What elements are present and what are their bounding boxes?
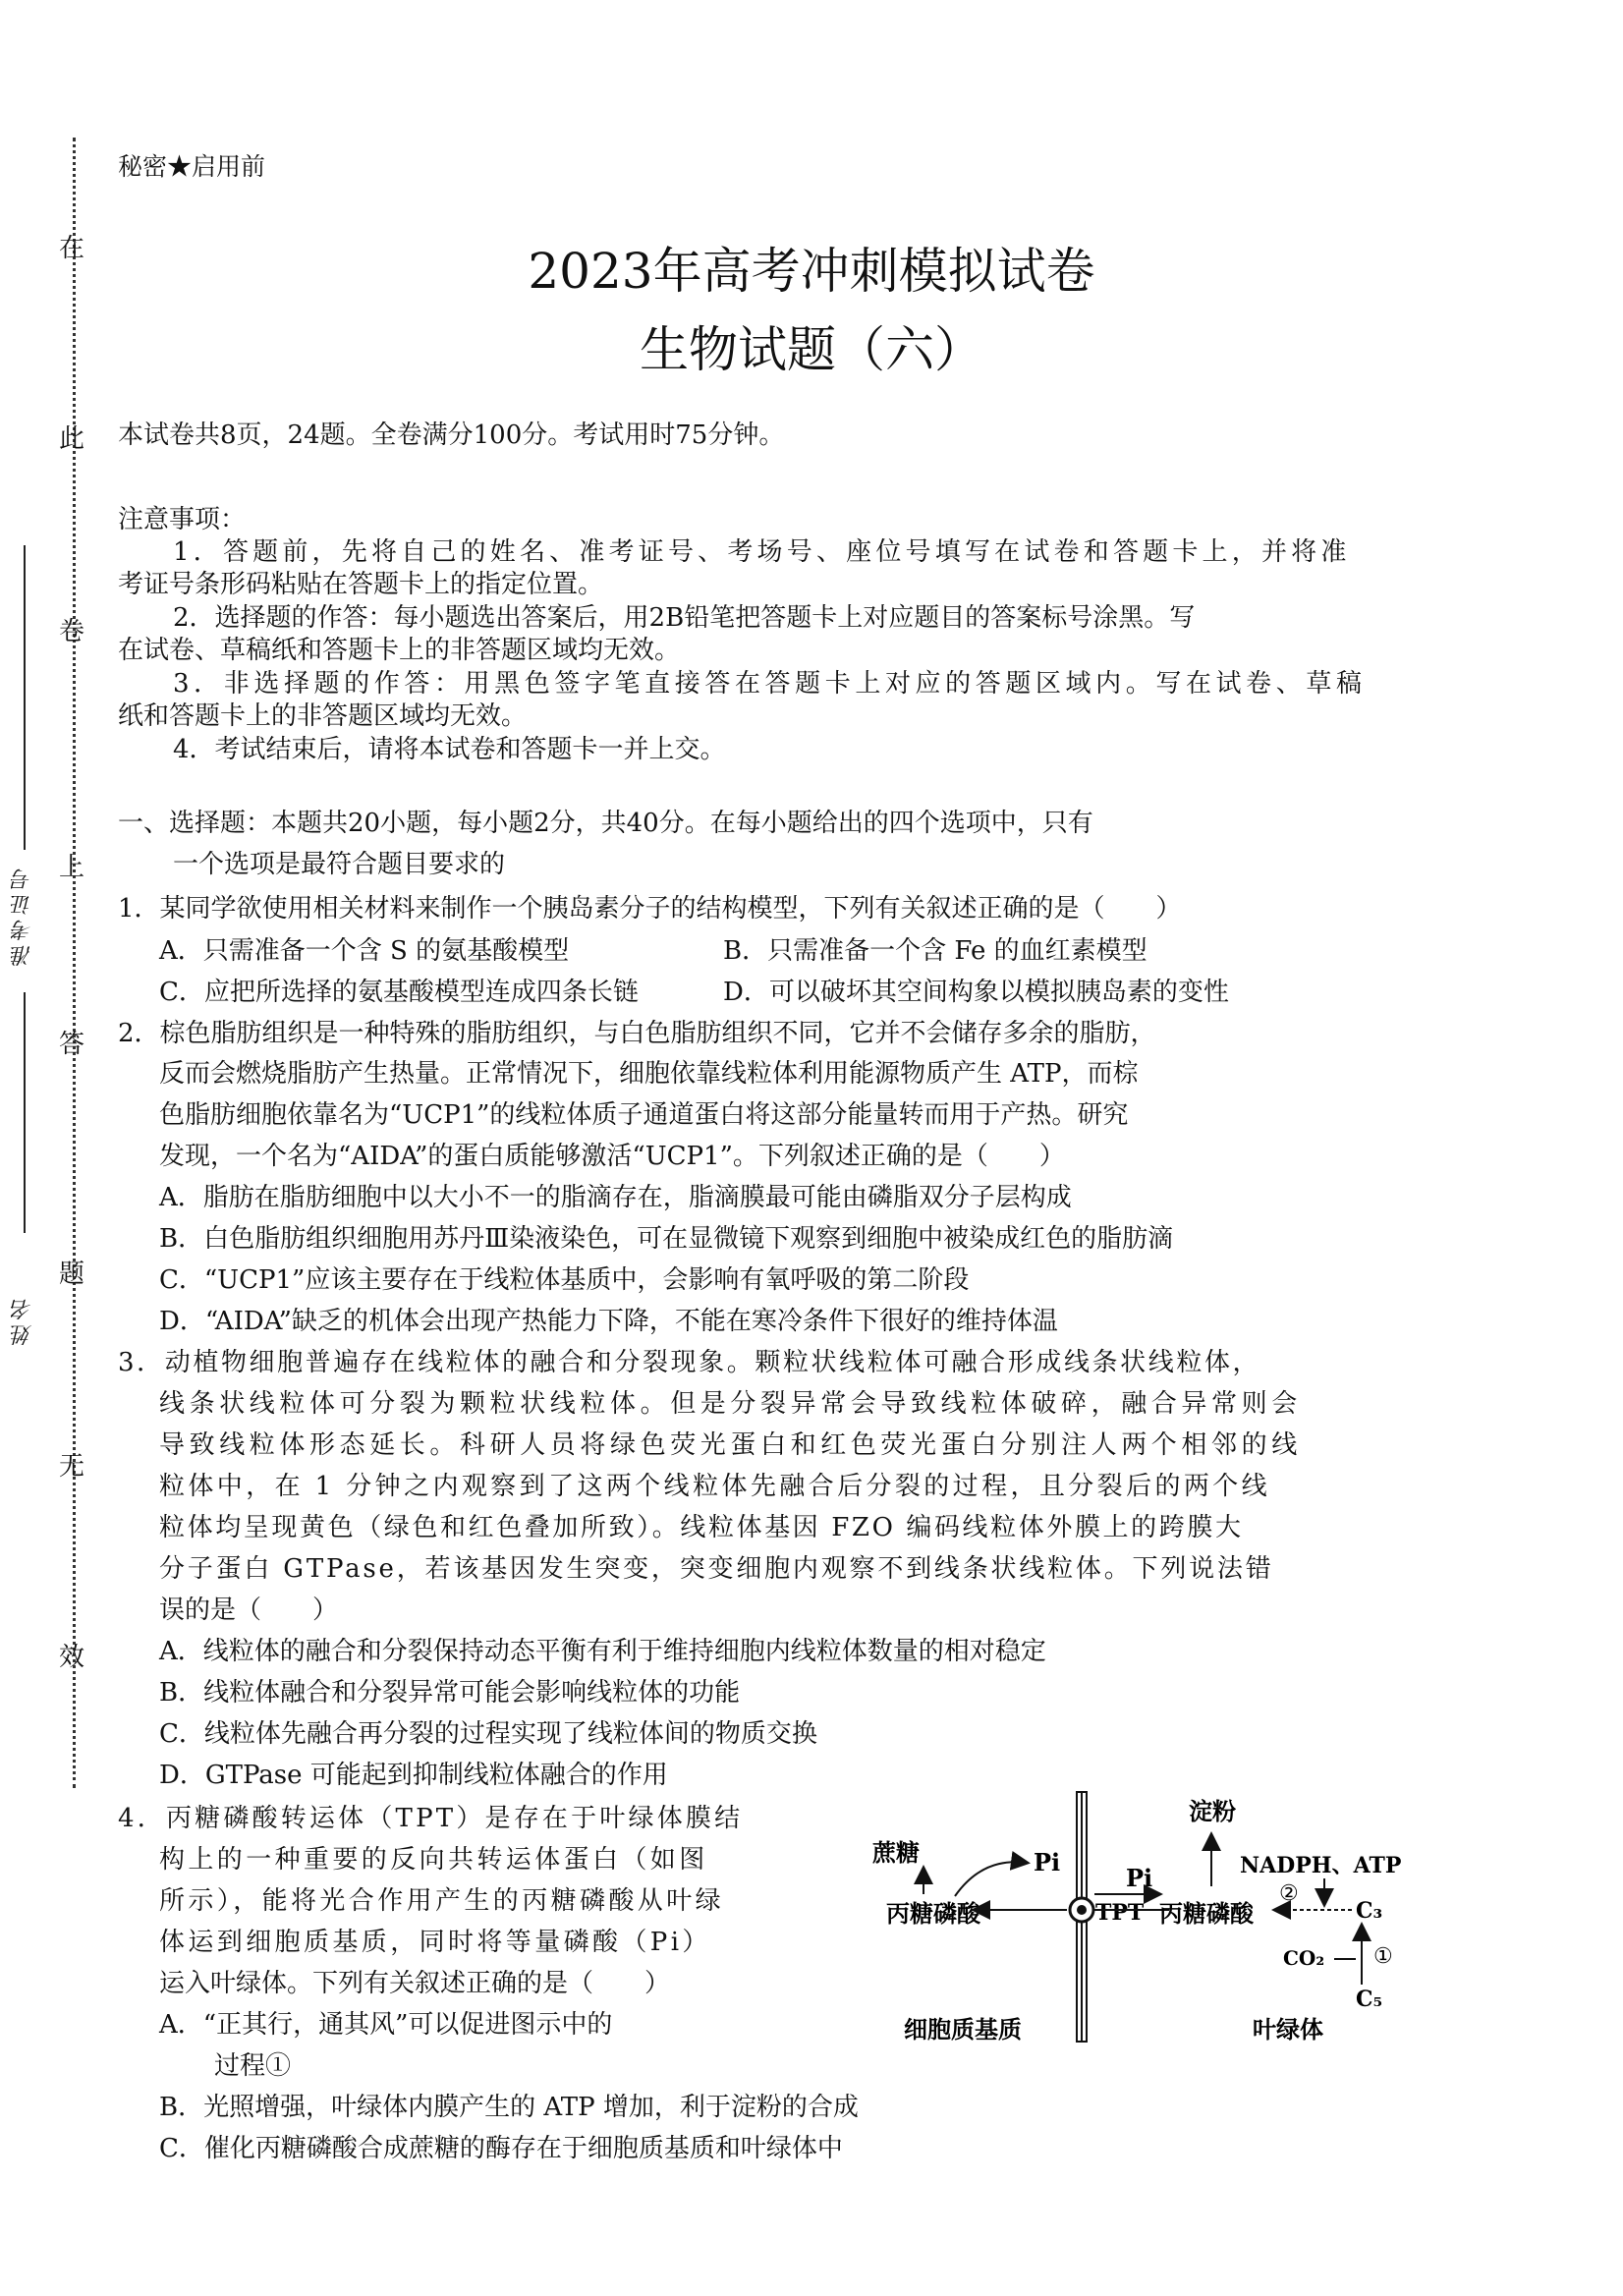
notice-line: 在试卷、草稿纸和答题卡上的非答题区域均无效。 xyxy=(118,636,681,665)
label-c5: C₅ xyxy=(1356,1987,1383,2012)
q4-option-a-cont: 过程① xyxy=(214,2051,292,2081)
label-nadph-atp: NADPH、ATP xyxy=(1240,1853,1402,1878)
q4-option-c[interactable]: C．催化丙糖磷酸合成蔗糖的酶存在于细胞质基质和叶绿体中 xyxy=(159,2134,843,2163)
q4-option-b[interactable]: B．光照增强，叶绿体内膜产生的 ATP 增加，利于淀粉的合成 xyxy=(159,2093,859,2122)
notice-title: 注意事项： xyxy=(118,505,247,534)
question-3-stem: 线条状线粒体可分裂为颗粒状线粒体。但是分裂异常会导致线粒体破碎，融合异常则会 xyxy=(159,1389,1302,1419)
label-co2: CO₂ xyxy=(1283,1946,1325,1970)
margin-char: 无 xyxy=(59,1452,85,1482)
q2-option-c[interactable]: C．“UCP1”应该主要存在于线粒体基质中，会影响有氧呼吸的第二阶段 xyxy=(159,1265,970,1295)
label-step2: ② xyxy=(1279,1881,1299,1906)
exam-id-write-line-lower[interactable] xyxy=(24,992,26,1233)
notice-line: 4．考试结束后，请将本试卷和答题卡一并上交。 xyxy=(173,735,726,764)
q1-option-d[interactable]: D．可以破坏其空间构象以模拟胰岛素的变性 xyxy=(723,978,1229,1007)
notice-line: 2．选择题的作答：每小题选出答案后，用2B铅笔把答题卡上对应题目的答案标号涂黑。写 xyxy=(173,603,1196,633)
q2-option-d[interactable]: D．“AIDA”缺乏的机体会出现产热能力下降，不能在寒冷条件下很好的维持体温 xyxy=(159,1307,1058,1336)
secret-label: 秘密★启用前 xyxy=(118,152,266,181)
intro-text: 本试卷共8页，24题。全卷满分100分。考试用时75分钟。 xyxy=(118,420,785,450)
label-cytoplasm: 细胞质基质 xyxy=(904,2015,1022,2044)
tpt-diagram xyxy=(865,1788,1444,2053)
section-heading: 一、选择题：本题共20小题，每小题2分，共40分。在每小题给出的四个选项中，只有 xyxy=(118,809,1093,838)
question-2-stem: 色脂肪细胞依靠名为“UCP1”的线粒体质子通道蛋白将这部分能量转而用于产热。研究 xyxy=(159,1100,1129,1130)
q3-option-b[interactable]: B．线粒体融合和分裂异常可能会影响线粒体的功能 xyxy=(159,1678,741,1708)
label-triose-right: 丙糖磷酸 xyxy=(1159,1899,1254,1928)
question-2-stem: 2．棕色脂肪组织是一种特殊的脂肪组织，与白色脂肪组织不同，它并不会储存多余的脂肪， xyxy=(118,1019,1156,1048)
q3-option-a[interactable]: A．线粒体的融合和分裂保持动态平衡有利于维持细胞内线粒体数量的相对稳定 xyxy=(159,1637,1046,1666)
margin-char: 答 xyxy=(59,1030,85,1059)
question-2-stem: 反而会燃烧脂肪产生热量。正常情况下，细胞依靠线粒体利用能源物质产生 ATP，而棕 xyxy=(159,1059,1139,1089)
q2-option-b[interactable]: B．白色脂肪组织细胞用苏丹Ⅲ染液染色，可在显微镜下观察到细胞中被染成红色的脂肪滴 xyxy=(159,1224,1174,1254)
question-3-stem: 导致线粒体形态延长。科研人员将绿色荧光蛋白和红色荧光蛋白分别注人两个相邻的线 xyxy=(159,1430,1302,1460)
question-4-stem: 运入叶绿体。下列有关叙述正确的是（ ） xyxy=(159,1969,671,1998)
margin-char: 在 xyxy=(59,234,85,263)
margin-char: 此 xyxy=(59,424,85,454)
section-heading-cont: 一个选项是最符合题目要求的 xyxy=(173,850,506,879)
q4-option-a[interactable]: A．“正其行，通其风”可以促进图示中的 xyxy=(159,2010,613,2040)
question-4-stem: 4．丙糖磷酸转运体（TPT）是存在于叶绿体膜结 xyxy=(118,1804,744,1833)
q1-option-c[interactable]: C．应把所选择的氨基酸模型连成四条长链 xyxy=(159,978,639,1007)
notice-line: 1．答题前，先将自己的姓名、准考证号、考场号、座位号填写在试卷和答题卡上，并将准 xyxy=(173,537,1351,567)
notice-line: 考证号条形码粘贴在答题卡上的指定位置。 xyxy=(118,570,604,599)
label-c3: C₃ xyxy=(1356,1898,1383,1924)
q3-option-c[interactable]: C．线粒体先融合再分裂的过程实现了线粒体间的物质交换 xyxy=(159,1719,817,1749)
q1-option-b[interactable]: B．只需准备一个含 Fe 的血红素模型 xyxy=(723,936,1147,966)
exam-id-write-line[interactable] xyxy=(24,545,26,850)
label-tpt: TPT xyxy=(1095,1900,1145,1926)
question-2-stem: 发现，一个名为“AIDA”的蛋白质能够激活“UCP1”。下列叙述正确的是（ ） xyxy=(159,1142,1065,1171)
question-4-stem: 体运到细胞质基质，同时将等量磷酸（Pi） xyxy=(159,1928,711,1957)
question-3-stem: 误的是（ ） xyxy=(159,1596,339,1625)
label-triose-left: 丙糖磷酸 xyxy=(886,1899,980,1928)
question-3-stem: 3．动植物细胞普遍存在线粒体的融合和分裂现象。颗粒状线粒体可融合形成线条状线粒体， xyxy=(118,1348,1261,1377)
question-3-stem: 粒体均呈现黄色（绿色和红色叠加所致）。线粒体基因 FZO 编码线粒体外膜上的跨膜大 xyxy=(159,1513,1244,1542)
q2-option-a[interactable]: A．脂肪在脂肪细胞中以大小不一的脂滴存在，脂滴膜最可能由磷脂双分子层构成 xyxy=(159,1183,1072,1212)
label-starch: 淀粉 xyxy=(1189,1797,1236,1825)
question-3-stem: 粒体中，在 1 分钟之内观察到了这两个线粒体先融合后分裂的过程，且分裂后的两个线 xyxy=(159,1472,1271,1501)
q1-option-a[interactable]: A．只需准备一个含 S 的氨基酸模型 xyxy=(159,936,570,966)
notice-line: 3．非选择题的作答：用黑色签字笔直接答在答题卡上对应的答题区域内。写在试卷、草稿 xyxy=(173,669,1367,699)
label-step1: ① xyxy=(1373,1944,1393,1969)
margin-char: 题 xyxy=(59,1260,85,1289)
question-3-stem: 分子蛋白 GTPase，若该基因发生突变，突变细胞内观察不到线条状线粒体。下列说法错 xyxy=(159,1554,1274,1584)
margin-char: 上 xyxy=(59,853,85,882)
margin-char: 卷 xyxy=(59,617,85,646)
name-label: 姓名 xyxy=(11,1295,35,1346)
notice-line: 纸和答题卡上的非答题区域均无效。 xyxy=(118,701,528,731)
binding-dotted-line xyxy=(73,138,76,1788)
margin-char: 效 xyxy=(59,1643,85,1672)
page-subtitle: 生物试题（六） xyxy=(640,321,983,378)
label-chloroplast: 叶绿体 xyxy=(1253,2015,1323,2044)
q3-option-d[interactable]: D．GTPase 可能起到抑制线粒体融合的作用 xyxy=(159,1761,668,1790)
exam-id-label: 准考证号 xyxy=(11,865,35,967)
label-sucrose: 蔗糖 xyxy=(872,1838,920,1867)
label-pi-right: Pi xyxy=(1126,1864,1153,1892)
question-1-stem: 1．某同学欲使用相关材料来制作一个胰岛素分子的结构模型，下列有关叙述正确的是（ ） xyxy=(118,894,1182,924)
label-pi-left: Pi xyxy=(1034,1848,1061,1876)
page-title: 2023年高考冲刺模拟试卷 xyxy=(528,243,1095,300)
question-4-stem: 所示），能将光合作用产生的丙糖磷酸从叶绿 xyxy=(159,1886,725,1916)
question-4-stem: 构上的一种重要的反向共转运体蛋白（如图 xyxy=(159,1845,708,1875)
